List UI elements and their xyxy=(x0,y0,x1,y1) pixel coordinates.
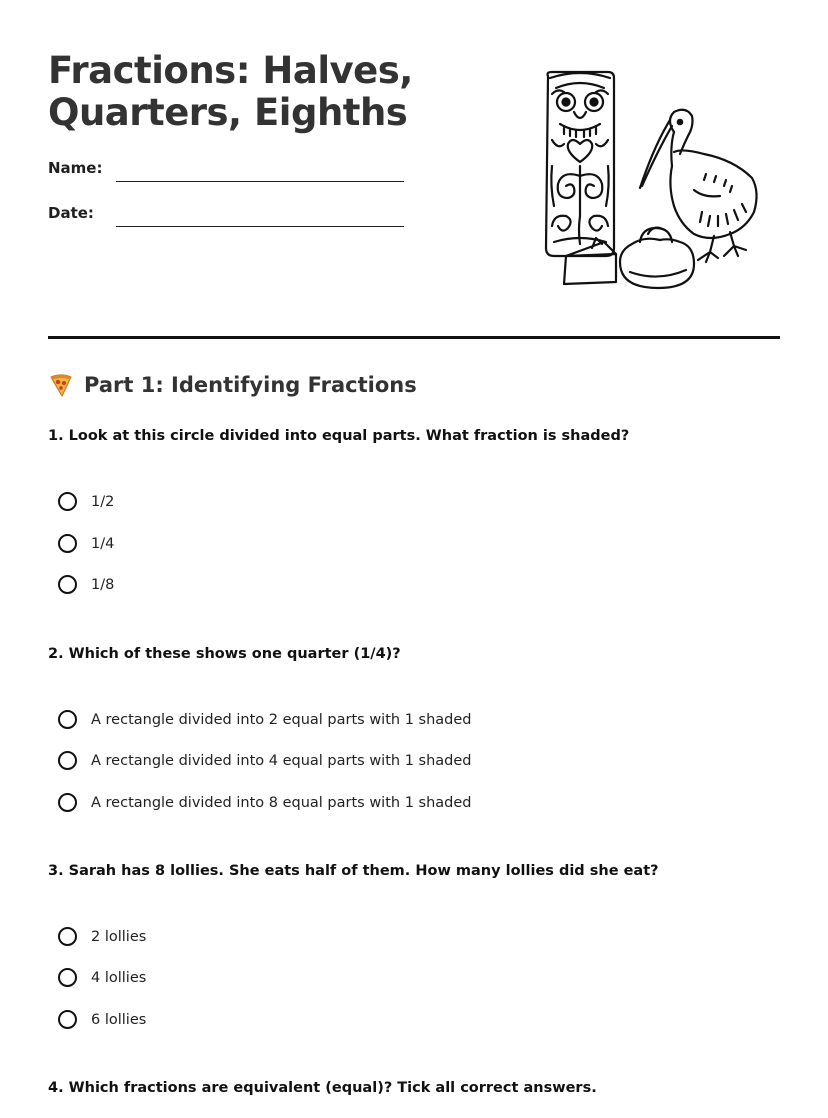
nz-illustration xyxy=(534,66,766,294)
q1-option-1[interactable] xyxy=(58,492,114,511)
radio-button[interactable] xyxy=(58,968,77,987)
option-label: A rectangle divided into 4 equal parts with 1 shaded xyxy=(91,752,472,769)
radio-button[interactable] xyxy=(58,1010,77,1029)
option-label: 1/4 xyxy=(91,535,115,552)
radio-button[interactable] xyxy=(58,927,77,946)
header-divider xyxy=(48,336,780,339)
radio-button[interactable] xyxy=(58,710,77,729)
question-4: 4. Which fractions are equivalent (equal)? Tick all correct answers. xyxy=(48,1080,597,1096)
title-line-2: Quarters, Eighths xyxy=(48,91,408,134)
option-label: 4 lollies xyxy=(91,969,147,986)
radio-button[interactable] xyxy=(58,793,77,812)
question-1: 1. Look at this circle divided into equal parts. What fraction is shaded? xyxy=(48,428,630,444)
part1-heading xyxy=(48,372,417,398)
name-label: Name: xyxy=(48,159,103,177)
name-field[interactable] xyxy=(116,181,404,182)
page-title xyxy=(48,50,468,134)
tiki-carving-icon xyxy=(546,72,614,256)
q3-option-3[interactable] xyxy=(58,1010,146,1029)
question-2: 2. Which of these shows one quarter (1/4)? xyxy=(48,646,401,662)
radio-button[interactable] xyxy=(58,492,77,511)
radio-button[interactable] xyxy=(58,575,77,594)
option-label: A rectangle divided into 8 equal parts with 1 shaded xyxy=(91,794,472,811)
q2-option-2[interactable] xyxy=(58,751,472,770)
title-line-1: Fractions: Halves, xyxy=(48,49,413,92)
date-field[interactable] xyxy=(116,226,404,227)
radio-button[interactable] xyxy=(58,751,77,770)
q3-option-2[interactable] xyxy=(58,968,146,987)
pizza-icon xyxy=(48,372,74,398)
q2-option-1[interactable] xyxy=(58,710,472,729)
date-label: Date: xyxy=(48,204,94,222)
option-label: 1/2 xyxy=(91,493,115,510)
pavlova-icon xyxy=(564,228,694,288)
part1-heading-text: Part 1: Identifying Fractions xyxy=(84,373,417,397)
option-label: A rectangle divided into 2 equal parts with 1 shaded xyxy=(91,711,472,728)
radio-button[interactable] xyxy=(58,534,77,553)
question-3: 3. Sarah has 8 lollies. She eats half of them. How many lollies did she eat? xyxy=(48,863,659,879)
option-label: 6 lollies xyxy=(91,1011,147,1028)
q2-option-3[interactable] xyxy=(58,793,472,812)
option-label: 2 lollies xyxy=(91,928,147,945)
q1-option-2[interactable] xyxy=(58,534,114,553)
q3-option-1[interactable] xyxy=(58,927,146,946)
option-label: 1/8 xyxy=(91,576,115,593)
q1-option-3[interactable] xyxy=(58,575,114,594)
